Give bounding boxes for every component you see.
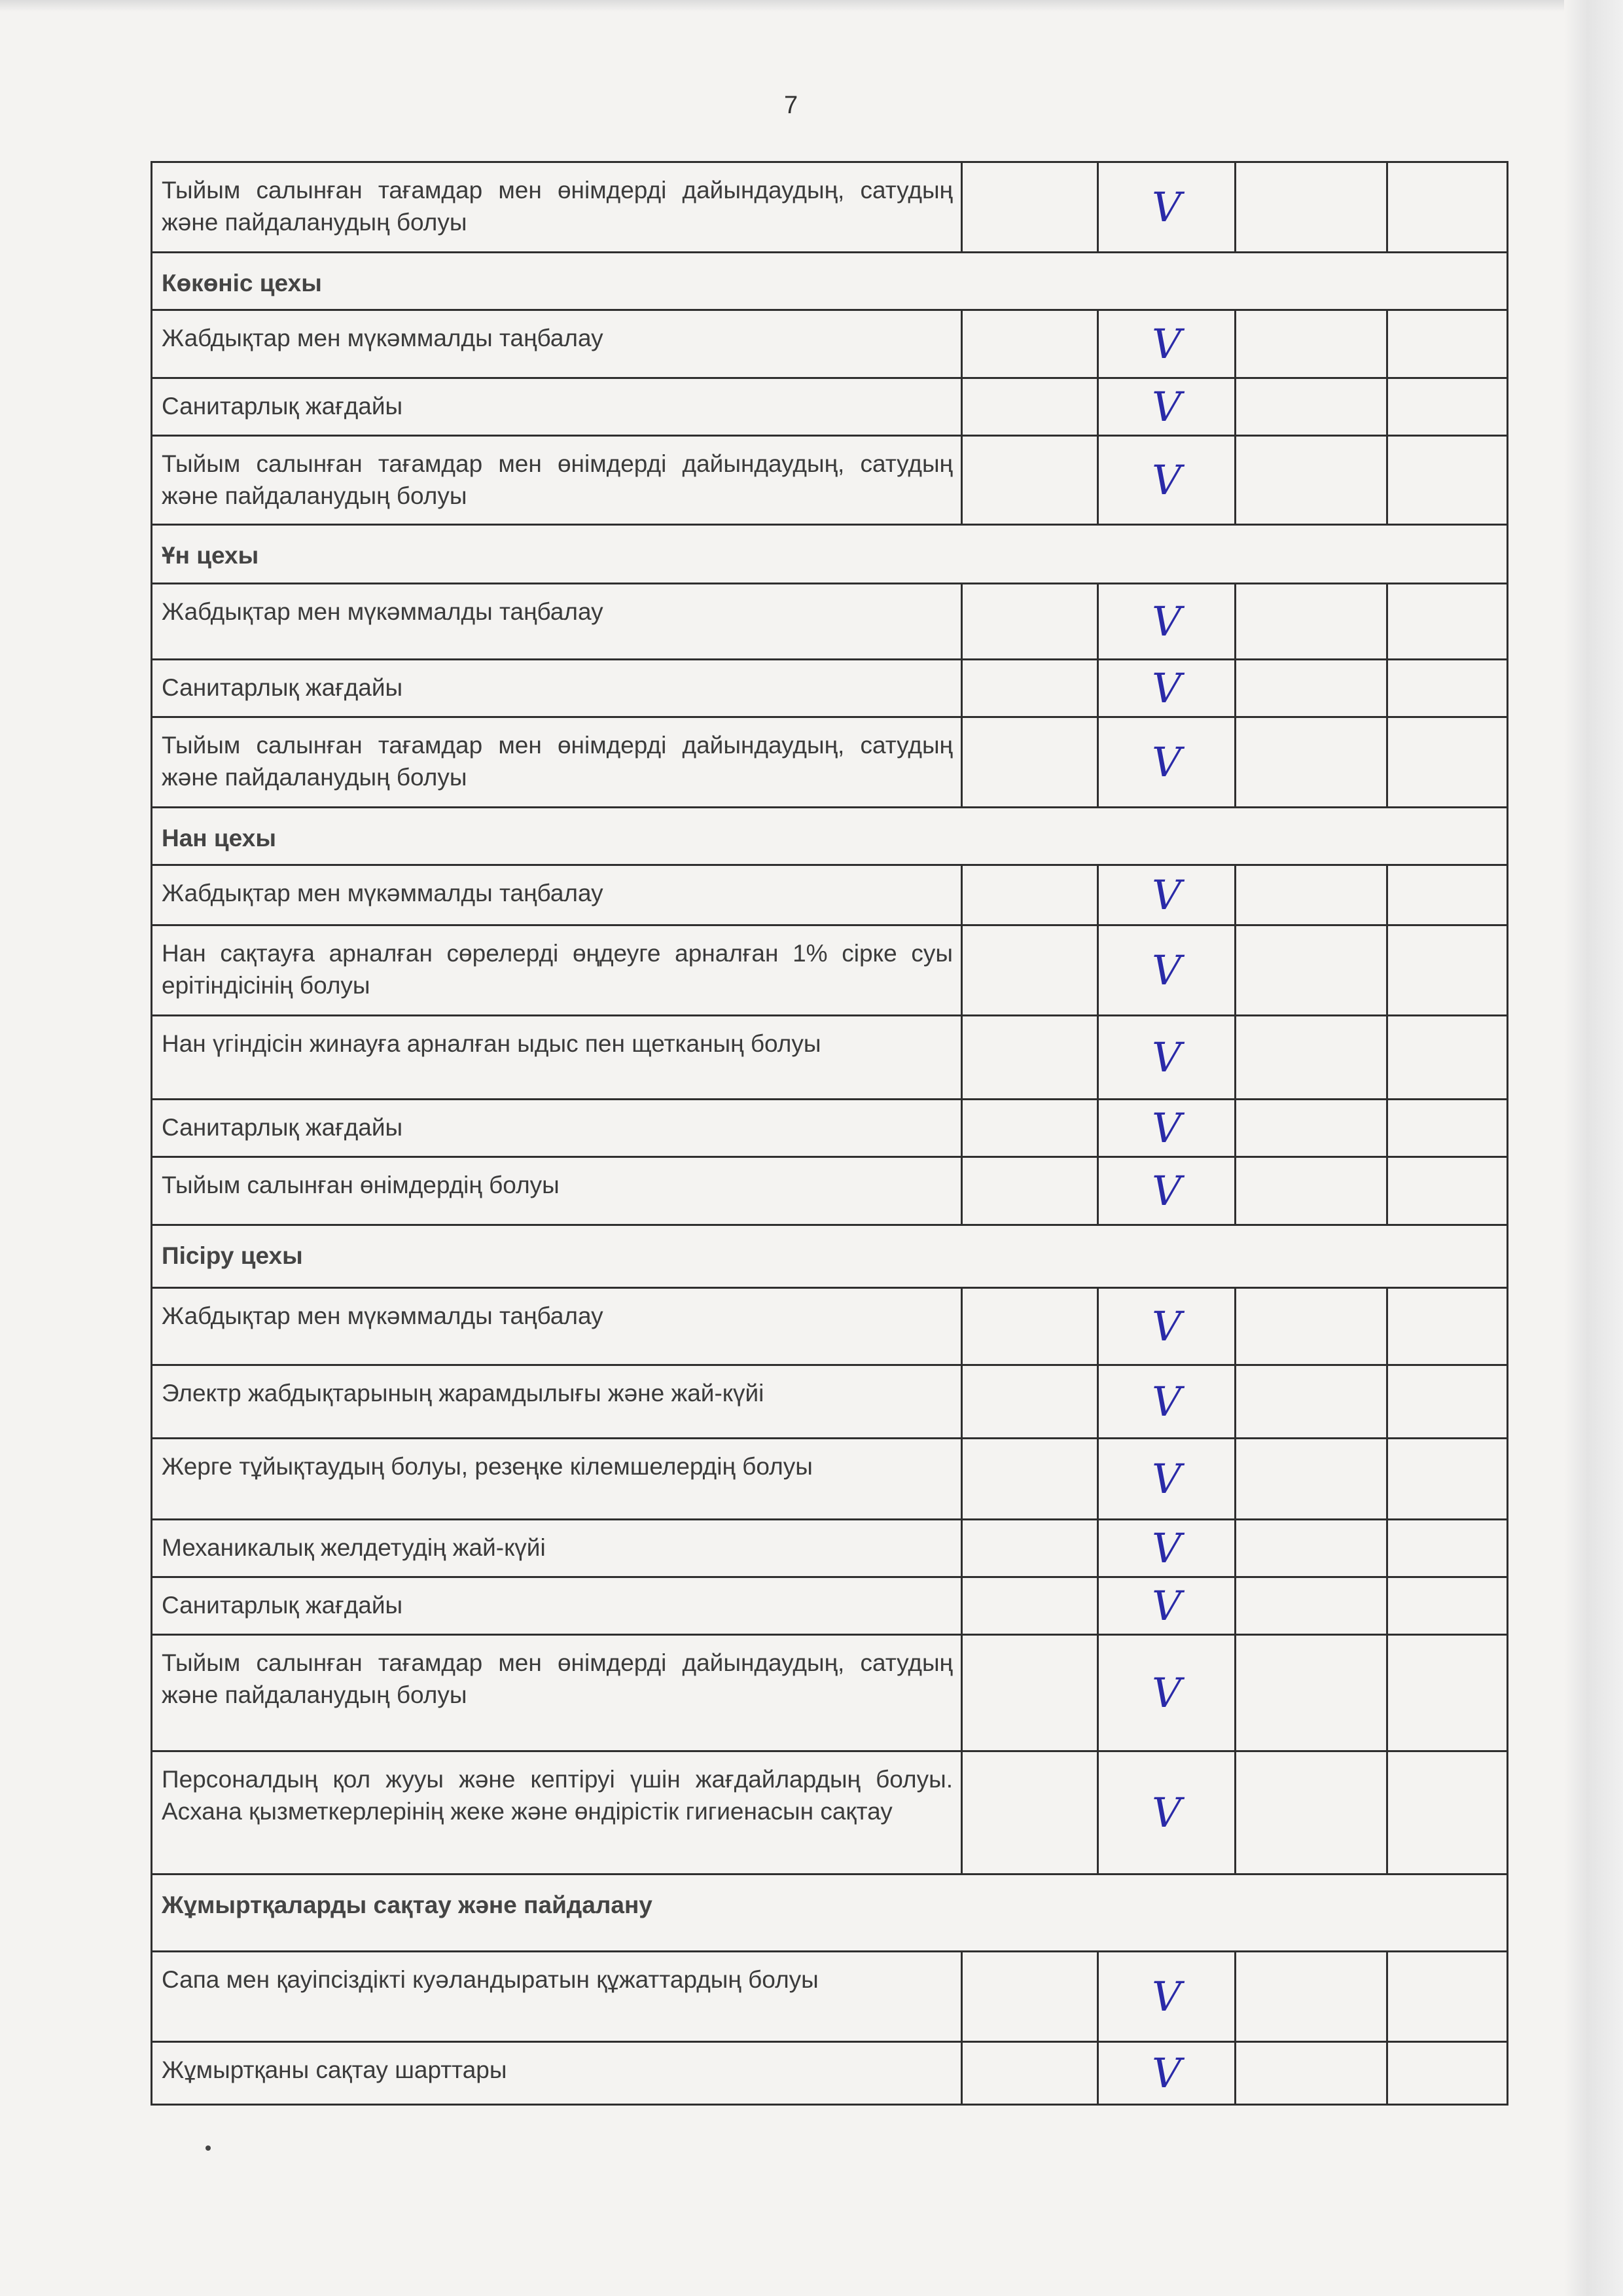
check-mark: V xyxy=(1098,584,1236,660)
check-mark: V xyxy=(1098,1016,1236,1100)
answer-cell-empty xyxy=(962,378,1098,436)
table-row xyxy=(152,1100,1508,1157)
criterion-text: Санитарлық жағдайы xyxy=(152,1577,962,1635)
table-row xyxy=(152,436,1508,525)
answer-cell-empty xyxy=(962,1635,1098,1751)
answer-cell-empty xyxy=(1387,584,1508,660)
table-row xyxy=(152,310,1508,378)
check-mark: V xyxy=(1098,1100,1236,1157)
answer-cell-empty xyxy=(962,1952,1098,2042)
table-row xyxy=(152,2042,1508,2105)
checklist-table xyxy=(151,161,1508,2106)
answer-cell-empty xyxy=(962,925,1098,1016)
answer-cell-empty xyxy=(1236,1751,1387,1874)
answer-cell-empty xyxy=(1387,1439,1508,1520)
answer-cell-empty xyxy=(962,1157,1098,1225)
stray-dot xyxy=(205,2145,211,2151)
criterion-text: Санитарлық жағдайы xyxy=(152,1100,962,1157)
answer-cell-empty xyxy=(1387,1365,1508,1439)
answer-cell-empty xyxy=(1236,1952,1387,2042)
table-row xyxy=(152,1751,1508,1874)
answer-cell-empty xyxy=(1236,1288,1387,1365)
table-row xyxy=(152,660,1508,717)
criterion-text: Жабдықтар мен мүкәммалды таңбалау xyxy=(152,865,962,925)
section-title: Пісіру цехы xyxy=(152,1225,1508,1288)
table-row xyxy=(152,1520,1508,1577)
check-mark: V xyxy=(1098,717,1236,808)
table-row xyxy=(152,1157,1508,1225)
section-row xyxy=(152,1874,1508,1952)
page-number: 7 xyxy=(784,92,798,119)
answer-cell-empty xyxy=(1236,1577,1387,1635)
answer-cell-empty xyxy=(962,310,1098,378)
table-row xyxy=(152,1288,1508,1365)
check-mark: V xyxy=(1098,865,1236,925)
answer-cell-empty xyxy=(1387,310,1508,378)
answer-cell-empty xyxy=(1236,378,1387,436)
scan-right-edge xyxy=(1564,0,1623,2296)
check-mark: V xyxy=(1098,1751,1236,1874)
answer-cell-empty xyxy=(1387,865,1508,925)
answer-cell-empty xyxy=(962,865,1098,925)
table-row xyxy=(152,378,1508,436)
check-mark: V xyxy=(1098,1635,1236,1751)
answer-cell-empty xyxy=(1387,1751,1508,1874)
answer-cell-empty xyxy=(962,1288,1098,1365)
criterion-text: Механикалық желдетудің жай-күйі xyxy=(152,1520,962,1577)
check-mark: V xyxy=(1098,310,1236,378)
answer-cell-empty xyxy=(1236,1016,1387,1100)
answer-cell-empty xyxy=(1387,925,1508,1016)
answer-cell-empty xyxy=(962,1751,1098,1874)
scan-top-edge xyxy=(0,0,1623,12)
section-row xyxy=(152,253,1508,310)
table-row xyxy=(152,1635,1508,1751)
check-mark: V xyxy=(1098,1520,1236,1577)
answer-cell-empty xyxy=(1236,310,1387,378)
criterion-text: Жабдықтар мен мүкәммалды таңбалау xyxy=(152,310,962,378)
answer-cell-empty xyxy=(1236,1520,1387,1577)
check-mark: V xyxy=(1098,2042,1236,2105)
answer-cell-empty xyxy=(1236,865,1387,925)
criterion-text: Персоналдың қол жууы және кептіруі үшін жағдайлардың болуы. Асхана қызметкерлерінің жеке және өндірістік гигиенасын сақтау xyxy=(152,1751,962,1874)
table-row xyxy=(152,162,1508,253)
answer-cell-empty xyxy=(1236,1439,1387,1520)
check-mark: V xyxy=(1098,1157,1236,1225)
answer-cell-empty xyxy=(962,1439,1098,1520)
checklist-rows xyxy=(152,162,1508,2105)
section-row xyxy=(152,1225,1508,1288)
criterion-text: Санитарлық жағдайы xyxy=(152,378,962,436)
table-row xyxy=(152,865,1508,925)
section-title: Нан цехы xyxy=(152,808,1508,865)
criterion-text: Жабдықтар мен мүкәммалды таңбалау xyxy=(152,584,962,660)
table-row xyxy=(152,1952,1508,2042)
answer-cell-empty xyxy=(1236,1100,1387,1157)
section-title: Ұн цехы xyxy=(152,525,1508,584)
section-row xyxy=(152,525,1508,584)
answer-cell-empty xyxy=(1236,1157,1387,1225)
answer-cell-empty xyxy=(962,1016,1098,1100)
answer-cell-empty xyxy=(962,2042,1098,2105)
table-row xyxy=(152,1365,1508,1439)
answer-cell-empty xyxy=(962,162,1098,253)
answer-cell-empty xyxy=(962,1520,1098,1577)
criterion-text: Тыйым салынған тағамдар мен өнімдерді дайындаудың, сатудың және пайдаланудың болуы xyxy=(152,162,962,253)
answer-cell-empty xyxy=(1387,717,1508,808)
answer-cell-empty xyxy=(1387,378,1508,436)
answer-cell-empty xyxy=(962,584,1098,660)
answer-cell-empty xyxy=(1387,1100,1508,1157)
criterion-text: Тыйым салынған тағамдар мен өнімдерді дайындаудың, сатудың және пайдаланудың болуы xyxy=(152,436,962,525)
check-mark: V xyxy=(1098,1365,1236,1439)
table-row xyxy=(152,925,1508,1016)
criterion-text: Сапа мен қауіпсіздікті куәландыратын құжаттардың болуы xyxy=(152,1952,962,2042)
criterion-text: Жұмыртқаны сақтау шарттары xyxy=(152,2042,962,2105)
answer-cell-empty xyxy=(1236,436,1387,525)
answer-cell-empty xyxy=(1236,2042,1387,2105)
answer-cell-empty xyxy=(1387,1288,1508,1365)
section-title: Жұмыртқаларды сақтау және пайдалану xyxy=(152,1874,1508,1952)
answer-cell-empty xyxy=(962,1100,1098,1157)
check-mark: V xyxy=(1098,162,1236,253)
criterion-text: Нан сақтауға арналған сөрелерді өңдеуге арналған 1% сірке суы ерітіндісінің болуы xyxy=(152,925,962,1016)
answer-cell-empty xyxy=(1236,1365,1387,1439)
criterion-text: Жабдықтар мен мүкәммалды таңбалау xyxy=(152,1288,962,1365)
answer-cell-empty xyxy=(1236,1635,1387,1751)
answer-cell-empty xyxy=(1387,1577,1508,1635)
answer-cell-empty xyxy=(1236,925,1387,1016)
check-mark: V xyxy=(1098,1577,1236,1635)
answer-cell-empty xyxy=(1236,162,1387,253)
answer-cell-empty xyxy=(1387,1520,1508,1577)
criterion-text: Жерге тұйықтаудың болуы, резеңке кілемшелердің болуы xyxy=(152,1439,962,1520)
criterion-text: Санитарлық жағдайы xyxy=(152,660,962,717)
check-mark: V xyxy=(1098,1288,1236,1365)
criterion-text: Электр жабдықтарының жарамдылығы және жай-күйі xyxy=(152,1365,962,1439)
check-mark: V xyxy=(1098,1439,1236,1520)
check-mark: V xyxy=(1098,660,1236,717)
answer-cell-empty xyxy=(1236,717,1387,808)
answer-cell-empty xyxy=(962,660,1098,717)
criterion-text: Нан үгіндісін жинауға арналған ыдыс пен щетканың болуы xyxy=(152,1016,962,1100)
answer-cell-empty xyxy=(962,717,1098,808)
answer-cell-empty xyxy=(1387,1016,1508,1100)
check-mark: V xyxy=(1098,925,1236,1016)
answer-cell-empty xyxy=(962,1577,1098,1635)
criterion-text: Тыйым салынған тағамдар мен өнімдерді дайындаудың, сатудың және пайдаланудың болуы xyxy=(152,717,962,808)
answer-cell-empty xyxy=(1387,1157,1508,1225)
answer-cell-empty xyxy=(1236,584,1387,660)
table-row xyxy=(152,717,1508,808)
answer-cell-empty xyxy=(1387,660,1508,717)
answer-cell-empty xyxy=(1387,2042,1508,2105)
answer-cell-empty xyxy=(962,436,1098,525)
criterion-text: Тыйым салынған өнімдердің болуы xyxy=(152,1157,962,1225)
table-row xyxy=(152,1577,1508,1635)
answer-cell-empty xyxy=(1387,1635,1508,1751)
section-row xyxy=(152,808,1508,865)
answer-cell-empty xyxy=(962,1365,1098,1439)
table-row xyxy=(152,584,1508,660)
table-row xyxy=(152,1439,1508,1520)
check-mark: V xyxy=(1098,1952,1236,2042)
section-title: Көкөніс цехы xyxy=(152,253,1508,310)
check-mark: V xyxy=(1098,436,1236,525)
answer-cell-empty xyxy=(1236,660,1387,717)
criterion-text: Тыйым салынған тағамдар мен өнімдерді дайындаудың, сатудың және пайдаланудың болуы xyxy=(152,1635,962,1751)
answer-cell-empty xyxy=(1387,436,1508,525)
table-row xyxy=(152,1016,1508,1100)
check-mark: V xyxy=(1098,378,1236,436)
answer-cell-empty xyxy=(1387,1952,1508,2042)
answer-cell-empty xyxy=(1387,162,1508,253)
